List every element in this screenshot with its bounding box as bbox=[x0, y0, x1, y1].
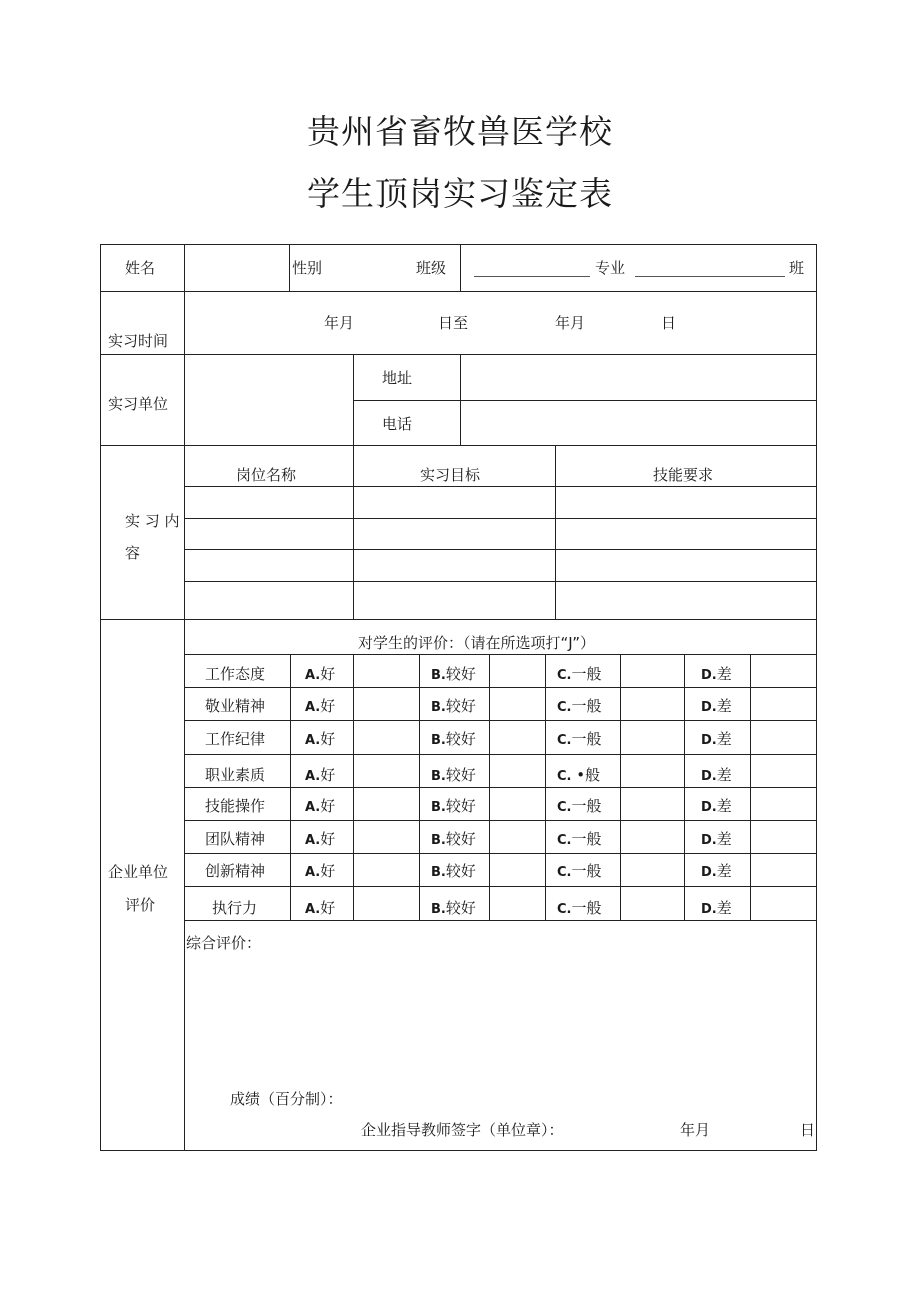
row-divider bbox=[100, 354, 817, 355]
option-letter: A. bbox=[305, 865, 321, 880]
table-border-left bbox=[100, 244, 101, 1151]
option-b[interactable] bbox=[431, 697, 476, 717]
option-letter: D. bbox=[701, 769, 717, 784]
start-day-to: 日至 bbox=[438, 314, 469, 332]
option-text: 一般 bbox=[571, 797, 602, 815]
option-letter: C. bbox=[557, 800, 572, 815]
option-letter: D. bbox=[701, 833, 717, 848]
row-divider bbox=[184, 687, 817, 688]
major-label: 专业 bbox=[595, 259, 626, 277]
option-text: 较好 bbox=[445, 899, 476, 917]
option-text: 好 bbox=[320, 899, 336, 917]
col-header-post: 岗位名称 bbox=[236, 466, 297, 484]
period-label: 实习时间 bbox=[108, 332, 169, 350]
option-text: 一般 bbox=[571, 730, 602, 748]
option-a[interactable] bbox=[305, 862, 335, 882]
col-divider bbox=[419, 654, 420, 920]
gender-label: 性别 bbox=[292, 259, 323, 277]
option-letter: C. bbox=[557, 769, 572, 784]
table-border-bottom bbox=[100, 1150, 817, 1151]
row-divider bbox=[184, 518, 817, 519]
col-divider bbox=[460, 354, 461, 445]
row-divider bbox=[184, 820, 817, 821]
row-divider bbox=[184, 754, 817, 755]
option-c[interactable] bbox=[557, 830, 602, 850]
option-b[interactable] bbox=[431, 665, 476, 685]
col-divider bbox=[353, 445, 354, 619]
col-divider bbox=[555, 445, 556, 619]
col-divider bbox=[684, 654, 685, 920]
option-text: 较好 bbox=[445, 862, 476, 880]
row-divider bbox=[353, 400, 817, 401]
option-a[interactable] bbox=[305, 665, 335, 685]
option-text: •般 bbox=[571, 766, 601, 784]
class-label: 班级 bbox=[416, 259, 447, 277]
overall-evaluation-label: 综合评价： bbox=[186, 934, 262, 952]
row-divider bbox=[100, 619, 817, 620]
option-text: 好 bbox=[320, 862, 336, 880]
option-text: 一般 bbox=[571, 830, 602, 848]
option-letter: C. bbox=[557, 902, 572, 917]
signature-label: 企业指导教师签字（单位章）： bbox=[361, 1121, 564, 1139]
form-title: 学生顶岗实习鉴定表 bbox=[307, 174, 613, 213]
label-column-divider bbox=[184, 244, 185, 1151]
row-divider bbox=[184, 720, 817, 721]
option-b[interactable] bbox=[431, 830, 476, 850]
col-divider bbox=[620, 654, 621, 920]
start-year-month: 年月 bbox=[324, 314, 355, 332]
option-d[interactable] bbox=[701, 697, 732, 717]
option-c[interactable] bbox=[557, 730, 602, 750]
col-header-skill: 技能要求 bbox=[653, 466, 714, 484]
option-letter: B. bbox=[431, 902, 446, 917]
option-text: 差 bbox=[716, 899, 732, 917]
option-letter: A. bbox=[305, 833, 321, 848]
option-letter: D. bbox=[701, 668, 717, 683]
option-c[interactable] bbox=[557, 766, 600, 786]
option-text: 一般 bbox=[571, 665, 602, 683]
option-a[interactable] bbox=[305, 797, 335, 817]
option-text: 差 bbox=[716, 766, 732, 784]
col-divider bbox=[489, 654, 490, 920]
option-d[interactable] bbox=[701, 730, 732, 750]
criterion-label: 技能操作 bbox=[205, 797, 266, 815]
option-letter: A. bbox=[305, 700, 321, 715]
option-letter: B. bbox=[431, 833, 446, 848]
table-border-top bbox=[100, 244, 817, 245]
row-divider bbox=[184, 886, 817, 887]
major-blank-line[interactable] bbox=[635, 276, 785, 277]
option-text: 差 bbox=[716, 862, 732, 880]
option-d[interactable] bbox=[701, 766, 732, 786]
option-a[interactable] bbox=[305, 766, 335, 786]
option-letter: C. bbox=[557, 700, 572, 715]
option-c[interactable] bbox=[557, 862, 602, 882]
criterion-label: 工作态度 bbox=[205, 665, 266, 683]
table-border-right bbox=[816, 244, 817, 1151]
option-text: 较好 bbox=[445, 665, 476, 683]
option-b[interactable] bbox=[431, 730, 476, 750]
option-text: 好 bbox=[320, 730, 336, 748]
option-b[interactable] bbox=[431, 899, 476, 919]
option-letter: C. bbox=[557, 668, 572, 683]
col-divider bbox=[289, 244, 290, 291]
option-letter: D. bbox=[701, 733, 717, 748]
option-letter: B. bbox=[431, 865, 446, 880]
signature-year-month: 年月 bbox=[680, 1121, 711, 1139]
option-text: 较好 bbox=[445, 697, 476, 715]
option-letter: B. bbox=[431, 733, 446, 748]
option-text: 差 bbox=[716, 665, 732, 683]
option-text: 较好 bbox=[445, 766, 476, 784]
row-divider bbox=[100, 445, 817, 446]
option-c[interactable] bbox=[557, 899, 602, 919]
col-divider bbox=[750, 654, 751, 920]
option-text: 较好 bbox=[445, 730, 476, 748]
criterion-label: 工作纪律 bbox=[205, 730, 266, 748]
option-d[interactable] bbox=[701, 665, 732, 685]
option-letter: B. bbox=[431, 769, 446, 784]
option-letter: D. bbox=[701, 902, 717, 917]
option-d[interactable] bbox=[701, 862, 732, 882]
row-divider bbox=[184, 920, 817, 921]
school-title: 贵州省畜牧兽医学校 bbox=[307, 112, 613, 151]
row-divider bbox=[100, 291, 817, 292]
option-letter: D. bbox=[701, 865, 717, 880]
option-letter: C. bbox=[557, 865, 572, 880]
option-text: 差 bbox=[716, 797, 732, 815]
criterion-label: 团队精神 bbox=[205, 830, 266, 848]
option-text: 差 bbox=[716, 730, 732, 748]
option-letter: A. bbox=[305, 769, 321, 784]
phone-label: 电话 bbox=[382, 415, 413, 433]
row-divider bbox=[184, 654, 817, 655]
option-b[interactable] bbox=[431, 797, 476, 817]
criterion-label: 敬业精神 bbox=[205, 697, 266, 715]
grade-blank-line[interactable] bbox=[474, 276, 590, 277]
option-text: 好 bbox=[320, 697, 336, 715]
option-b[interactable] bbox=[431, 766, 476, 786]
address-label: 地址 bbox=[382, 369, 413, 387]
evaluation-instruction: 对学生的评价：（请在所选项打“J”） bbox=[358, 634, 596, 652]
evaluation-label-line1: 企业单位 bbox=[108, 863, 169, 881]
col-divider bbox=[353, 654, 354, 920]
option-a[interactable] bbox=[305, 830, 335, 850]
option-a[interactable] bbox=[305, 899, 335, 919]
option-text: 一般 bbox=[571, 697, 602, 715]
option-letter: A. bbox=[305, 902, 321, 917]
evaluation-label-line2: 评价 bbox=[125, 896, 156, 914]
row-divider bbox=[184, 581, 817, 582]
criterion-label: 创新精神 bbox=[205, 862, 266, 880]
row-divider bbox=[184, 486, 817, 487]
option-letter: A. bbox=[305, 668, 321, 683]
content-label-line1: 实 习 内 bbox=[125, 512, 180, 530]
signature-day: 日 bbox=[800, 1121, 816, 1139]
option-c[interactable] bbox=[557, 697, 602, 717]
option-text: 好 bbox=[320, 830, 336, 848]
option-letter: B. bbox=[431, 700, 446, 715]
score-label: 成绩（百分制）： bbox=[230, 1090, 343, 1108]
option-text: 好 bbox=[320, 665, 336, 683]
option-letter: B. bbox=[431, 668, 446, 683]
option-b[interactable] bbox=[431, 862, 476, 882]
option-d[interactable] bbox=[701, 830, 732, 850]
row-divider bbox=[184, 549, 817, 550]
option-letter: A. bbox=[305, 800, 321, 815]
option-text: 较好 bbox=[445, 797, 476, 815]
option-letter: C. bbox=[557, 733, 572, 748]
option-d[interactable] bbox=[701, 797, 732, 817]
option-letter: D. bbox=[701, 700, 717, 715]
criterion-label: 执行力 bbox=[212, 899, 258, 917]
col-divider bbox=[353, 354, 354, 445]
end-year-month: 年月 bbox=[555, 314, 586, 332]
end-day: 日 bbox=[661, 314, 677, 332]
unit-label: 实习单位 bbox=[108, 395, 169, 413]
option-text: 一般 bbox=[571, 862, 602, 880]
option-text: 好 bbox=[320, 766, 336, 784]
option-c[interactable] bbox=[557, 797, 602, 817]
option-text: 较好 bbox=[445, 830, 476, 848]
option-text: 差 bbox=[716, 830, 732, 848]
option-d[interactable] bbox=[701, 899, 732, 919]
col-divider bbox=[460, 244, 461, 291]
option-a[interactable] bbox=[305, 730, 335, 750]
col-divider bbox=[290, 654, 291, 920]
row-divider bbox=[184, 853, 817, 854]
row-divider bbox=[184, 787, 817, 788]
option-text: 差 bbox=[716, 697, 732, 715]
option-a[interactable] bbox=[305, 697, 335, 717]
criterion-label: 职业素质 bbox=[205, 766, 266, 784]
class-suffix: 班 bbox=[789, 259, 805, 277]
option-text: 好 bbox=[320, 797, 336, 815]
col-divider bbox=[545, 654, 546, 920]
col-header-goal: 实习目标 bbox=[420, 466, 481, 484]
content-label-line2: 容 bbox=[125, 544, 141, 562]
option-letter: B. bbox=[431, 800, 446, 815]
option-letter: C. bbox=[557, 833, 572, 848]
option-c[interactable] bbox=[557, 665, 602, 685]
option-letter: D. bbox=[701, 800, 717, 815]
option-text: 一般 bbox=[571, 899, 602, 917]
option-letter: A. bbox=[305, 733, 321, 748]
name-label: 姓名 bbox=[125, 259, 156, 277]
